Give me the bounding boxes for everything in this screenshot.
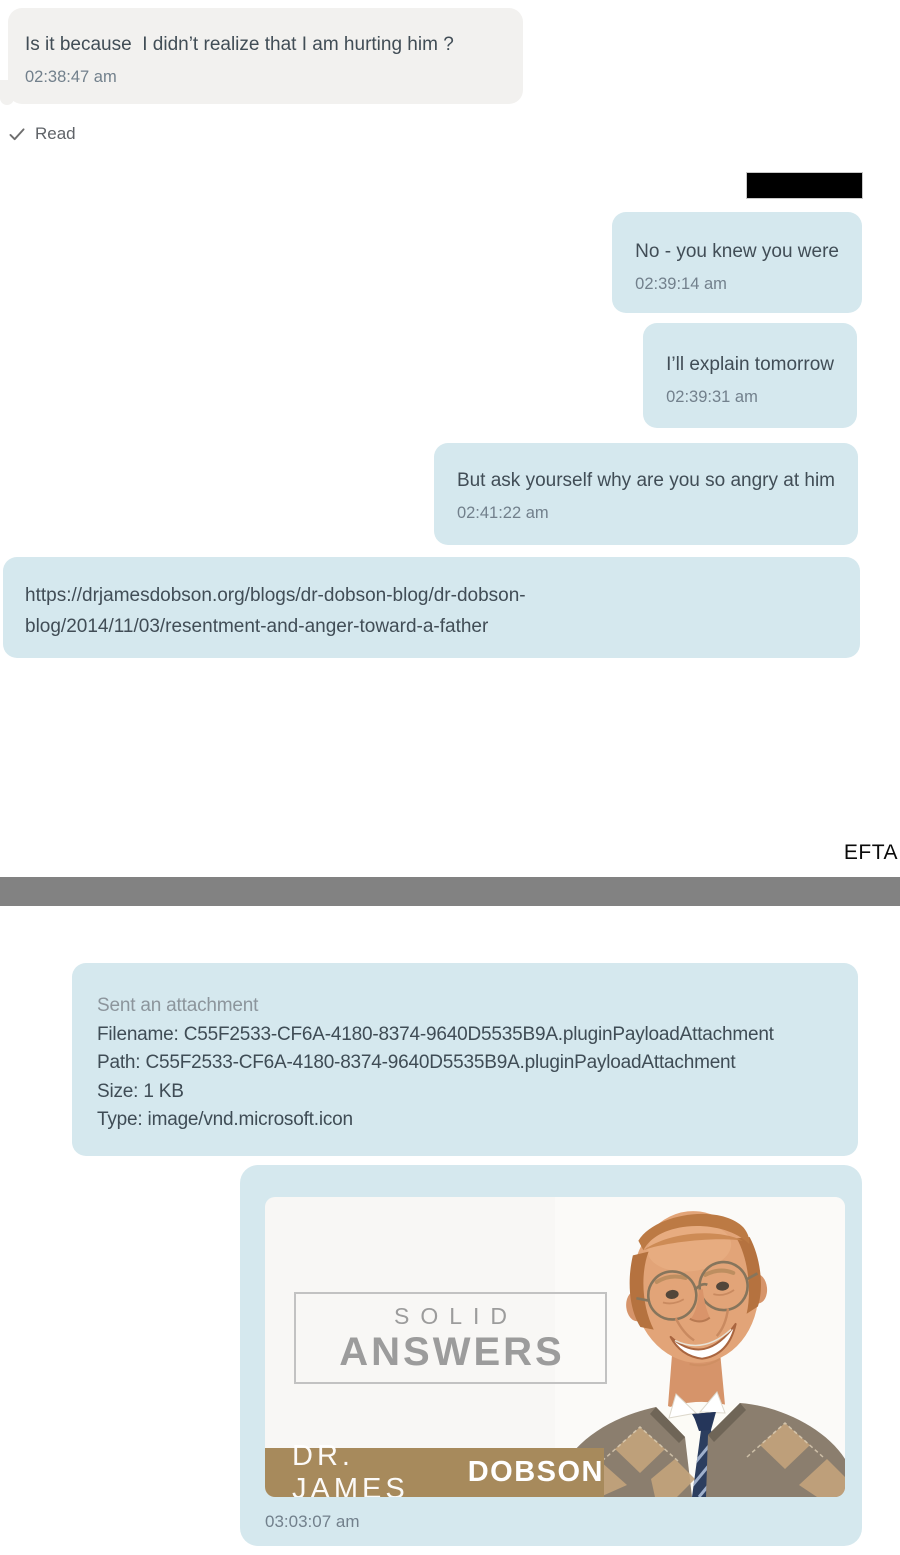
attachment-path: Path: C55F2533-CF6A-4180-8374-9640D5535B9A.pluginPayloadAttachment xyxy=(97,1052,736,1074)
solid-answers-logo-box xyxy=(294,1292,607,1384)
exhibit-label: EFTA xyxy=(843,841,898,864)
logo-text-solid: SOLID xyxy=(393,1303,519,1329)
logo-text-answers: ANSWERS xyxy=(339,1330,565,1374)
message-link-line2[interactable]: blog/2014/11/03/resentment-and-anger-toward-a-father xyxy=(25,616,489,637)
message-timestamp: 02:39:14 am xyxy=(635,275,727,293)
attachment-sent-label: Sent an attachment xyxy=(97,995,259,1016)
outgoing-message-bubble xyxy=(643,323,857,428)
attachment-filename: Filename: C55F2533-CF6A-4180-8374-9640D5535B9A.pluginPayloadAttachment xyxy=(97,1023,774,1045)
read-receipt-label: Read xyxy=(35,124,76,143)
outgoing-message-bubble xyxy=(434,443,858,545)
banner-prefix-text: DR. JAMES xyxy=(292,1439,409,1497)
message-timestamp: 02:41:22 am xyxy=(456,504,549,522)
outgoing-message-bubble xyxy=(612,212,862,313)
attachment-message-bubble xyxy=(72,963,858,1156)
section-divider-bar xyxy=(0,877,900,906)
incoming-message-bubble xyxy=(8,8,523,104)
message-text: No - you knew you were xyxy=(635,241,839,262)
link-preview-card[interactable] xyxy=(265,1197,845,1497)
dr-james-dobson-banner xyxy=(265,1439,604,1497)
message-text: But ask yourself why are you so angry at him xyxy=(456,470,835,491)
message-text: I’ll explain tomorrow xyxy=(666,354,834,375)
message-timestamp: 03:03:07 am xyxy=(265,1512,360,1531)
link-message-bubble[interactable] xyxy=(3,557,860,658)
message-link-line1[interactable]: https://drjamesdobson.org/blogs/dr-dobson-blog/dr-dobson- xyxy=(25,585,526,606)
link-preview-bubble xyxy=(240,1165,862,1546)
check-icon xyxy=(8,127,26,142)
read-receipt xyxy=(8,124,76,144)
banner-bold-text: DOBSON xyxy=(467,1456,604,1488)
message-timestamp: 02:38:47 am xyxy=(25,68,117,86)
message-text: Is it because I didn’t realize that I am hurting him ? xyxy=(25,34,454,55)
message-timestamp: 02:39:31 am xyxy=(666,388,758,406)
attachment-size: Size: 1 KB xyxy=(97,1080,184,1102)
incoming-bubble-tail xyxy=(0,80,14,105)
redaction-bar xyxy=(747,173,862,198)
attachment-type: Type: image/vnd.microsoft.icon xyxy=(97,1109,353,1131)
